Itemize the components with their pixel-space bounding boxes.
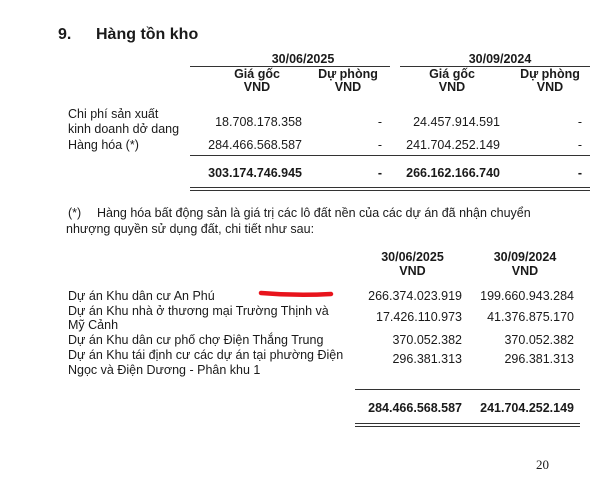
t1-total-prov-2024: - — [577, 166, 582, 180]
page-number: 20 — [536, 457, 549, 472]
note-line2: nhượng quyền sử dụng đất, chi tiết như sau: — [66, 222, 315, 236]
t2-row1-v2024: 199.660.943.284 — [480, 289, 574, 303]
t1-row2-cost-2024: 241.704.252.149 — [406, 138, 500, 152]
t2-row2-label-line1: Dự án Khu nhà ở thương mại Trường Thịnh và — [68, 304, 329, 318]
t1-period-2025: 30/06/2025 — [271, 52, 335, 66]
section-title: Hàng tồn kho — [96, 26, 199, 43]
t1-unit-provision-2024: VND — [536, 80, 564, 94]
t2-total-v2025: 284.466.568.587 — [368, 401, 462, 415]
red-highlight-stroke — [258, 288, 334, 298]
t1-row1-cost-2024: 24.457.914.591 — [413, 115, 500, 129]
t1-total-prov-2025: - — [377, 166, 382, 180]
t2-row2-label-line2: Mỹ Cảnh — [68, 318, 119, 332]
t2-unit-2024: VND — [511, 264, 539, 278]
t2-total-v2024: 241.704.252.149 — [480, 401, 574, 415]
t1-row1-label-line1: Chi phí sản xuất — [68, 107, 159, 121]
t1-col-cost-2025: Giá gốc — [234, 67, 280, 81]
section-number: 9. — [58, 26, 72, 43]
t1-unit-provision-2025: VND — [334, 80, 362, 94]
t2-row3-v2025: 370.052.382 — [392, 333, 462, 347]
t1-row1-prov-2025: - — [377, 115, 382, 129]
note-marker: (*) — [68, 206, 82, 220]
t1-total-cost-2025: 303.174.746.945 — [208, 166, 302, 180]
t1-row1-label-line2: kinh doanh dở dang — [68, 122, 180, 136]
t2-row3-label: Dự án Khu dân cư phố chợ Điện Thắng Trung — [68, 333, 324, 347]
t2-row2-v2024: 41.376.875.170 — [487, 310, 574, 324]
t2-row1-v2025: 266.374.023.919 — [368, 289, 462, 303]
t1-col-cost-2024: Giá gốc — [429, 67, 475, 81]
t1-row1-cost-2025: 18.708.178.358 — [215, 115, 302, 129]
t1-total-double-rule — [190, 187, 590, 191]
t2-row3-v2024: 370.052.382 — [504, 333, 574, 347]
t1-col-provision-2025: Dự phòng — [318, 67, 378, 81]
t1-row2-cost-2025: 284.466.568.587 — [208, 138, 302, 152]
t2-row4-label-line1: Dự án Khu tái định cư các dự án tại phường Điện — [68, 348, 344, 362]
t1-total-cost-2024: 266.162.166.740 — [406, 166, 500, 180]
t2-row1-label: Dự án Khu dân cư An Phú — [68, 289, 215, 303]
t1-row2-label: Hàng hóa (*) — [68, 138, 139, 152]
t2-period-2025: 30/06/2025 — [381, 250, 444, 264]
t2-period-2024: 30/09/2024 — [493, 250, 557, 264]
t2-unit-2025: VND — [399, 264, 426, 278]
t1-period-2024: 30/09/2024 — [468, 52, 532, 66]
t2-row4-label-line2: Ngọc và Điện Dương - Phân khu 1 — [68, 363, 261, 377]
t2-total-double-rule — [355, 423, 580, 427]
t1-row1-prov-2024: - — [577, 115, 582, 129]
t2-row4-v2024: 296.381.313 — [504, 352, 574, 366]
t2-subtotal-rule — [355, 389, 580, 390]
t1-col-provision-2024: Dự phòng — [520, 67, 580, 81]
t2-row2-v2025: 17.426.110.973 — [376, 310, 462, 324]
t2-row4-v2025: 296.381.313 — [392, 352, 462, 366]
t1-unit-cost-2025: VND — [243, 80, 271, 94]
t1-unit-cost-2024: VND — [438, 80, 466, 94]
t1-row2-prov-2024: - — [577, 138, 582, 152]
t1-row2-prov-2025: - — [377, 138, 382, 152]
note-line1: Hàng hóa bất động sản là giá trị các lô đất nền của các dự án đã nhận chuyển — [97, 206, 531, 220]
t1-subtotal-rule — [190, 155, 590, 156]
